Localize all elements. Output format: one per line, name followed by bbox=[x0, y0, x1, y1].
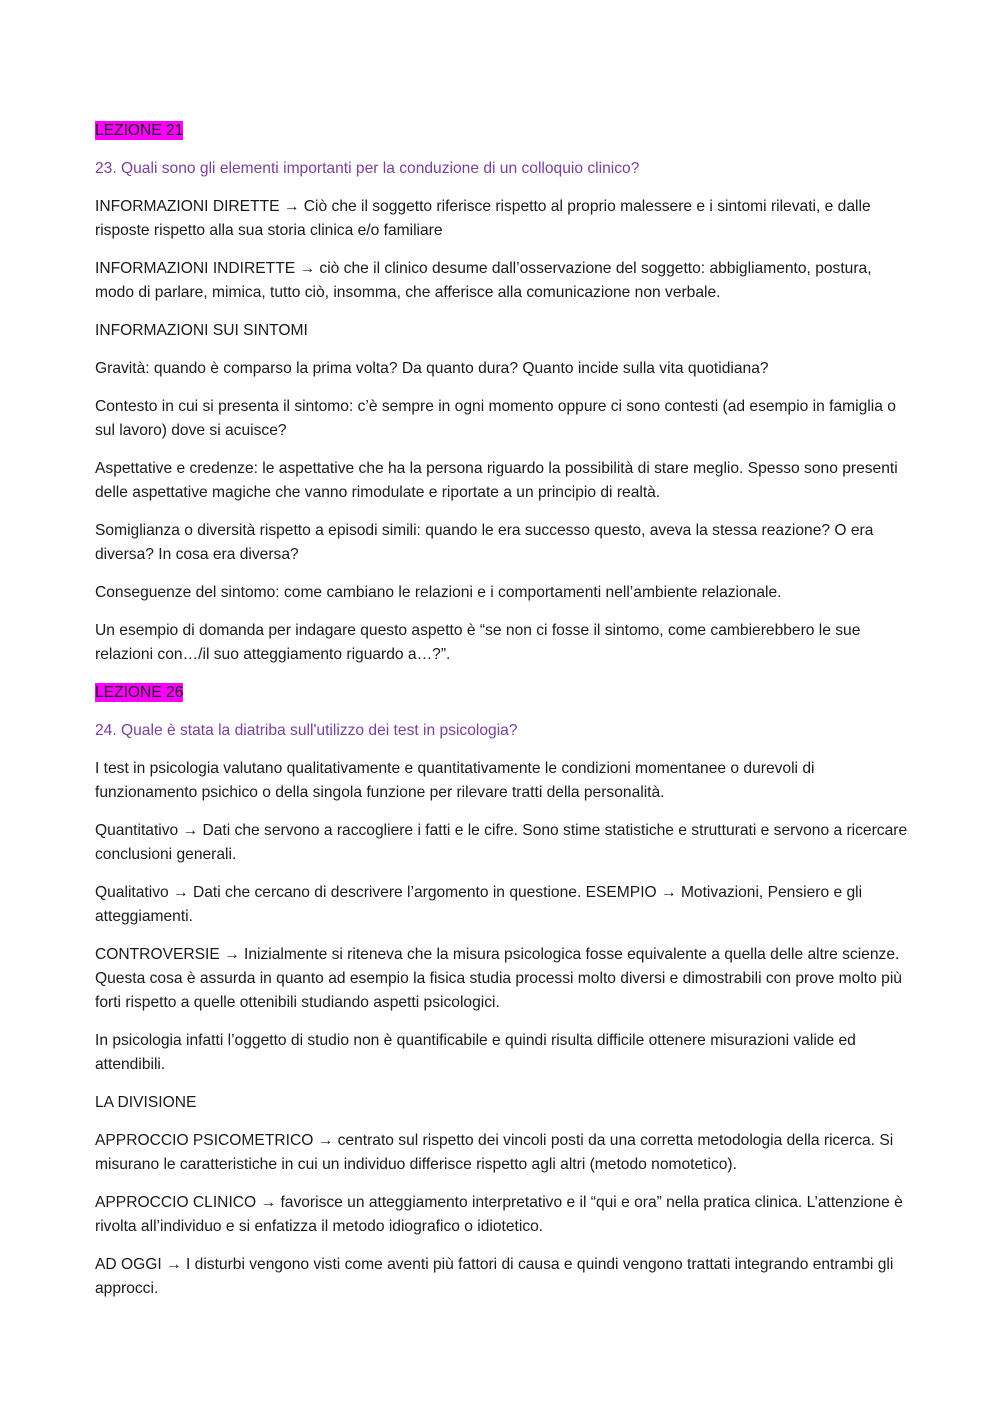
paragraph-text: centrato sul rispetto dei vincoli posti da una corretta metodologia della ricerca. Si misurano le caratteristiche in cui un individuo differisce rispetto agli altri (metodo nomotetico). bbox=[95, 1132, 894, 1173]
document-page bbox=[95, 119, 910, 1315]
arrow-icon: → bbox=[256, 1194, 281, 1211]
paragraph-lead: APPROCCIO PSICOMETRICO bbox=[95, 1132, 314, 1149]
paragraph bbox=[95, 195, 910, 243]
paragraph-tail: Motivazioni, Pensiero e gli atteggiamenti. bbox=[95, 884, 863, 925]
arrow-icon: → bbox=[178, 822, 203, 839]
question-heading: 23. Quali sono gli elementi importanti per la conduzione di un colloquio clinico? bbox=[95, 160, 640, 177]
paragraph-text: In psicologia infatti l’oggetto di studio non è quantificabile e quindi risulta difficile ottenere misurazioni valide ed attendibili. bbox=[95, 1032, 856, 1073]
paragraph-text: favorisce un atteggiamento interpretativo e il “qui e ora” nella pratica clinica. L’attenzione è rivolta all’individuo e si enfatizza il metodo idiografico o idiotetico. bbox=[95, 1194, 903, 1235]
paragraph-text: Somiglianza o diversità rispetto a episodi simili: quando le era successo questo, aveva la stessa reazione? O era diversa? In cosa era diversa? bbox=[95, 522, 874, 563]
paragraph-text: Contesto in cui si presenta il sintomo: c’è sempre in ogni momento oppure ci sono contesti (ad esempio in famiglia o sul lavoro) dove si acuisce? bbox=[95, 398, 896, 439]
paragraph-text: Aspettative e credenze: le aspettative che ha la persona riguardo la possibilità di stare meglio. Spesso sono presenti delle aspettative magiche che vanno rimodulate e riportate a un principio di realtà. bbox=[95, 460, 898, 501]
paragraph-text: Inizialmente si riteneva che la misura psicologica fosse equivalente a quella delle altre scienze. Questa cosa è assurda in quanto ad esempio la fisica studia processi molto diversi e dimostrabili con prove molto più forti rispetto a quelle ottenibili studiando aspetti psicologici. bbox=[95, 946, 902, 1011]
paragraph-text: Conseguenze del sintomo: come cambiano le relazioni e i comportamenti nell’ambiente relazionale. bbox=[95, 584, 782, 601]
paragraph-lead: AD OGGI bbox=[95, 1256, 162, 1273]
paragraph-text: Dati che cercano di descrivere l’argomento in questione. ESEMPIO bbox=[192, 884, 657, 901]
paragraph-text: Dati che servono a raccogliere i fatti e le cifre. Sono stime statistiche e strutturati e servono a ricercare conclusioni generali. bbox=[95, 822, 908, 863]
arrow-icon: → bbox=[219, 946, 245, 963]
paragraph bbox=[95, 1253, 910, 1301]
paragraph bbox=[95, 619, 910, 667]
paragraph bbox=[95, 395, 910, 443]
paragraph-text: Gravità: quando è comparso la prima volta? Da quanto dura? Quanto incide sulla vita quotidiana? bbox=[95, 360, 769, 377]
arrow-icon: → bbox=[168, 884, 193, 901]
paragraph-text: LA DIVISIONE bbox=[95, 1094, 197, 1111]
paragraph bbox=[95, 1029, 910, 1077]
paragraph-lead: INFORMAZIONI INDIRETTE bbox=[95, 260, 296, 277]
arrow-icon: → bbox=[161, 1256, 186, 1273]
question-heading: 24. Quale è stata la diatriba sull'utilizzo dei test in psicologia? bbox=[95, 722, 518, 739]
paragraph bbox=[95, 581, 910, 605]
paragraph bbox=[95, 357, 910, 381]
paragraph bbox=[95, 1191, 910, 1239]
paragraph-text: I test in psicologia valutano qualitativamente e quantitativamente le condizioni momentanee o durevoli di funzionamento psichico o della singola funzione per rilevare tratti della personalità. bbox=[95, 760, 815, 801]
arrow-icon: → bbox=[295, 260, 320, 277]
paragraph-lead: Quantitativo bbox=[95, 822, 179, 839]
paragraph bbox=[95, 1129, 910, 1177]
paragraph-text: Un esempio di domanda per indagare questo aspetto è “se non ci fosse il sintomo, come cambierebbero le sue relazioni con…/il suo atteggiamento riguardo a…?”. bbox=[95, 622, 861, 663]
paragraph-text: Ciò che il soggetto riferisce rispetto al proprio malessere e i sintomi rilevati, e dalle risposte rispetto alla sua storia clinica e/o familiare bbox=[95, 198, 871, 239]
paragraph bbox=[95, 1091, 910, 1115]
arrow-icon: → bbox=[279, 198, 304, 215]
paragraph bbox=[95, 257, 910, 305]
paragraph-lead: INFORMAZIONI DIRETTE bbox=[95, 198, 280, 215]
paragraph bbox=[95, 757, 910, 805]
paragraph-text: ciò che il clinico desume dall’osservazione del soggetto: abbigliamento, postura, modo di parlare, mimica, tutto ciò, insomma, che afferisce alla comunicazione non verbale. bbox=[95, 260, 872, 301]
lesson-heading bbox=[95, 119, 910, 143]
paragraph bbox=[95, 943, 910, 1015]
paragraph bbox=[95, 457, 910, 505]
paragraph-text: INFORMAZIONI SUI SINTOMI bbox=[95, 322, 308, 339]
paragraph-lead: Qualitativo bbox=[95, 884, 169, 901]
paragraph-lead: CONTROVERSIE bbox=[95, 946, 220, 963]
lesson-label: LEZIONE 26 bbox=[95, 684, 184, 701]
arrow-icon: → bbox=[656, 884, 681, 901]
arrow-icon: → bbox=[313, 1132, 338, 1149]
paragraph-text: I disturbi vengono visti come aventi più fattori di causa e quindi vengono trattati integrando entrambi gli approcci. bbox=[95, 1256, 894, 1297]
lesson-label: LEZIONE 21 bbox=[95, 122, 184, 139]
paragraph bbox=[95, 519, 910, 567]
paragraph bbox=[95, 881, 910, 929]
paragraph bbox=[95, 319, 910, 343]
paragraph bbox=[95, 819, 910, 867]
paragraph-lead: APPROCCIO CLINICO bbox=[95, 1194, 257, 1211]
lesson-heading bbox=[95, 681, 910, 705]
